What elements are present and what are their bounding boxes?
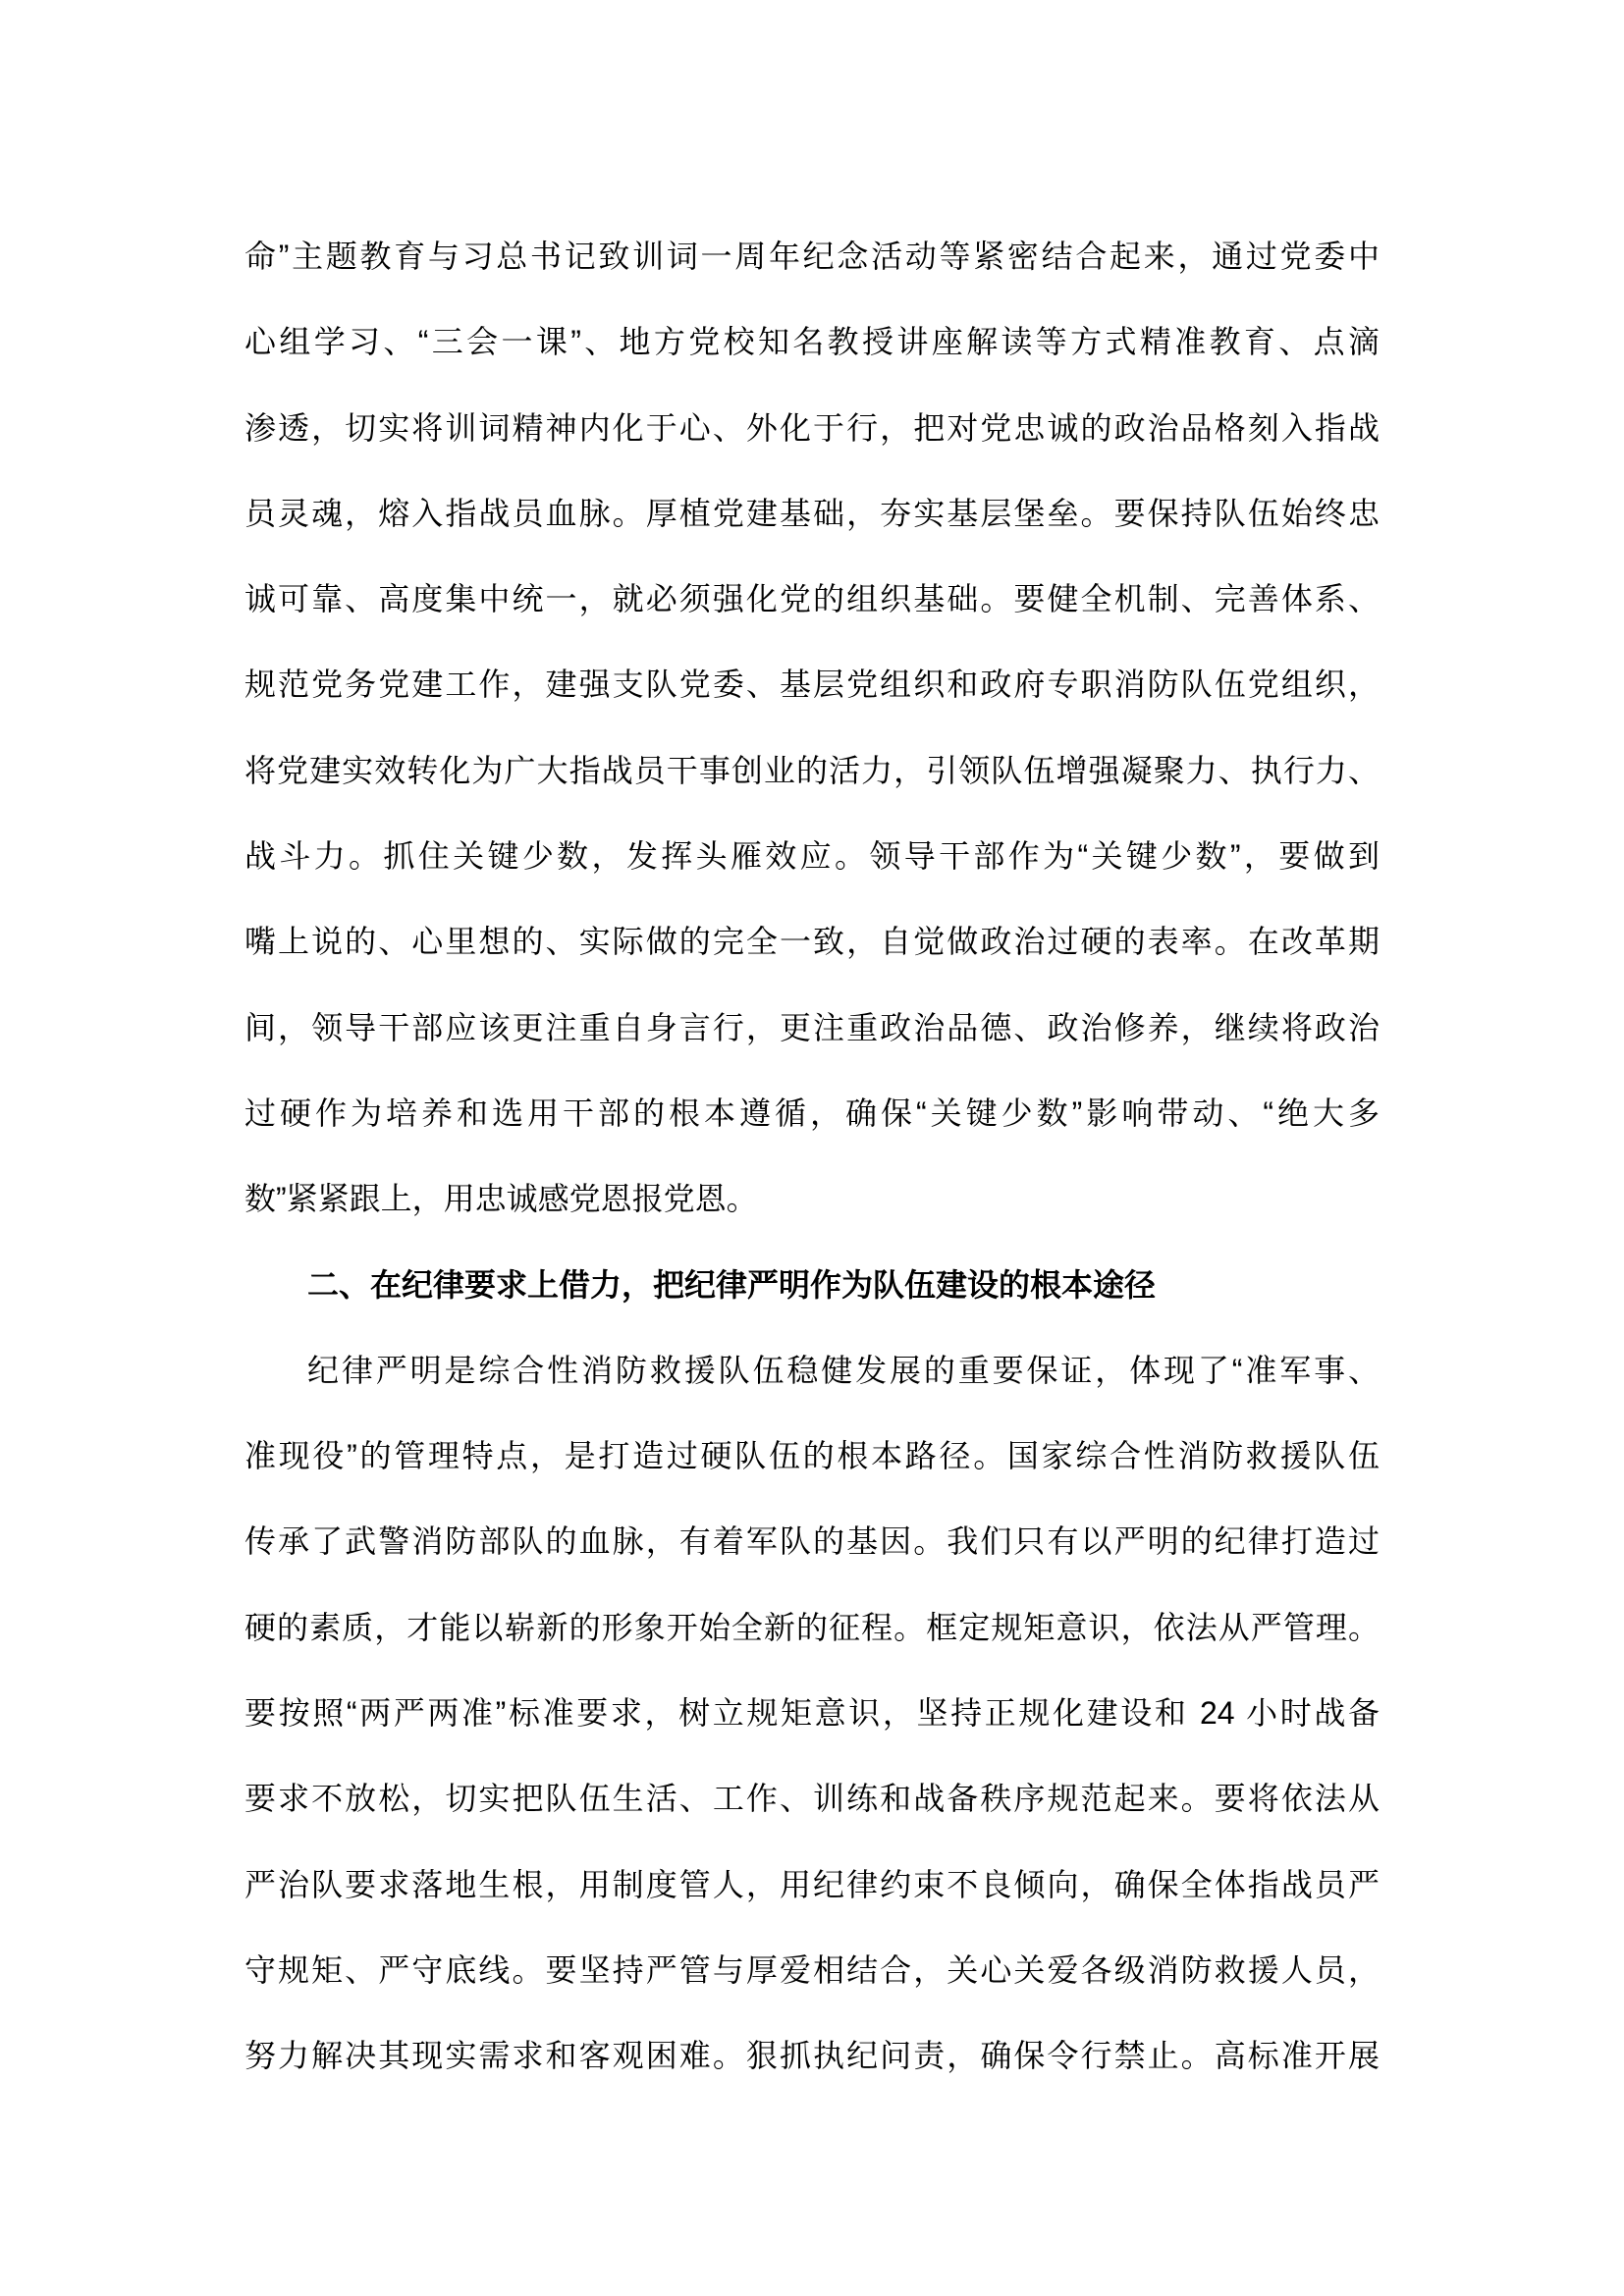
- text-line: 心组学习、“三会一课”、地方党校知名教授讲座解读等方式精准教育、点滴: [244, 324, 1380, 360]
- text-line: 规范党务党建工作，建强支队党委、基层党组织和政府专职消防队伍党组织，: [244, 667, 1380, 703]
- text-line: 命”主题教育与习总书记致训词一周年纪念活动等紧密结合起来，通过党委中: [244, 239, 1380, 274]
- text-line: 将党建实效转化为广大指战员干事创业的活力，引领队伍增强凝聚力、执行力、: [244, 752, 1380, 788]
- text-line: 间，领导干部应该更注重自身言行，更注重政治品德、政治修养，继续将政治: [244, 1009, 1380, 1045]
- text-line: 嘴上说的、心里想的、实际做的完全一致，自觉做政治过硬的表率。在改革期: [244, 924, 1380, 960]
- text-line: 要求不放松，切实把队伍生活、工作、训练和战备秩序规范起来。要将依法从: [244, 1781, 1380, 1817]
- text-line: 准现役”的管理特点，是打造过硬队伍的根本路径。国家综合性消防救援队伍: [244, 1438, 1380, 1474]
- document-body: [244, 214, 1380, 2100]
- text-line: 努力解决其现实需求和客观困难。狠抓执纪问责，确保令行禁止。高标准开展: [244, 2038, 1380, 2074]
- text-line: 渗透，切实将训词精神内化于心、外化于行，把对党忠诚的政治品格刻入指战: [244, 409, 1380, 446]
- text-line: 硬的素质，才能以崭新的形象开始全新的征程。框定规矩意识，依法从严管理。: [244, 1609, 1380, 1645]
- text-line: 过硬作为培养和选用干部的根本遵循，确保“关键少数”影响带动、“绝大多: [244, 1095, 1380, 1131]
- text-line: 战斗力。抓住关键少数，发挥头雁效应。领导干部作为“关键少数”，要做到: [244, 838, 1380, 875]
- text-line: 诚可靠、高度集中统一，就必须强化党的组织基础。要健全机制、完善体系、: [244, 581, 1380, 617]
- text-line: 员灵魂，熔入指战员血脉。厚植党建基础，夯实基层堡垒。要保持队伍始终忠: [244, 495, 1380, 531]
- text-line: 严治队要求落地生根，用制度管人，用纪律约束不良倾向，确保全体指战员严: [244, 1866, 1380, 1902]
- paragraph-start-line: 纪律严明是综合性消防救援队伍稳健发展的重要保证，体现了“准军事、: [307, 1352, 1380, 1388]
- text-line: 要按照“两严两准”标准要求，树立规矩意识，坚持正规化建设和 24 小时战备: [244, 1695, 1380, 1732]
- text-line: 传承了武警消防部队的血脉，有着军队的基因。我们只有以严明的纪律打造过: [244, 1523, 1380, 1560]
- section-heading: 二、在纪律要求上借力，把纪律严明作为队伍建设的根本途径: [307, 1266, 1157, 1303]
- text-line: 守规矩、严守底线。要坚持严管与厚爱相结合，关心关爱各级消防救援人员，: [244, 1951, 1380, 1988]
- paragraph-end-line: 数”紧紧跟上，用忠诚感党恩报党恩。: [244, 1181, 758, 1217]
